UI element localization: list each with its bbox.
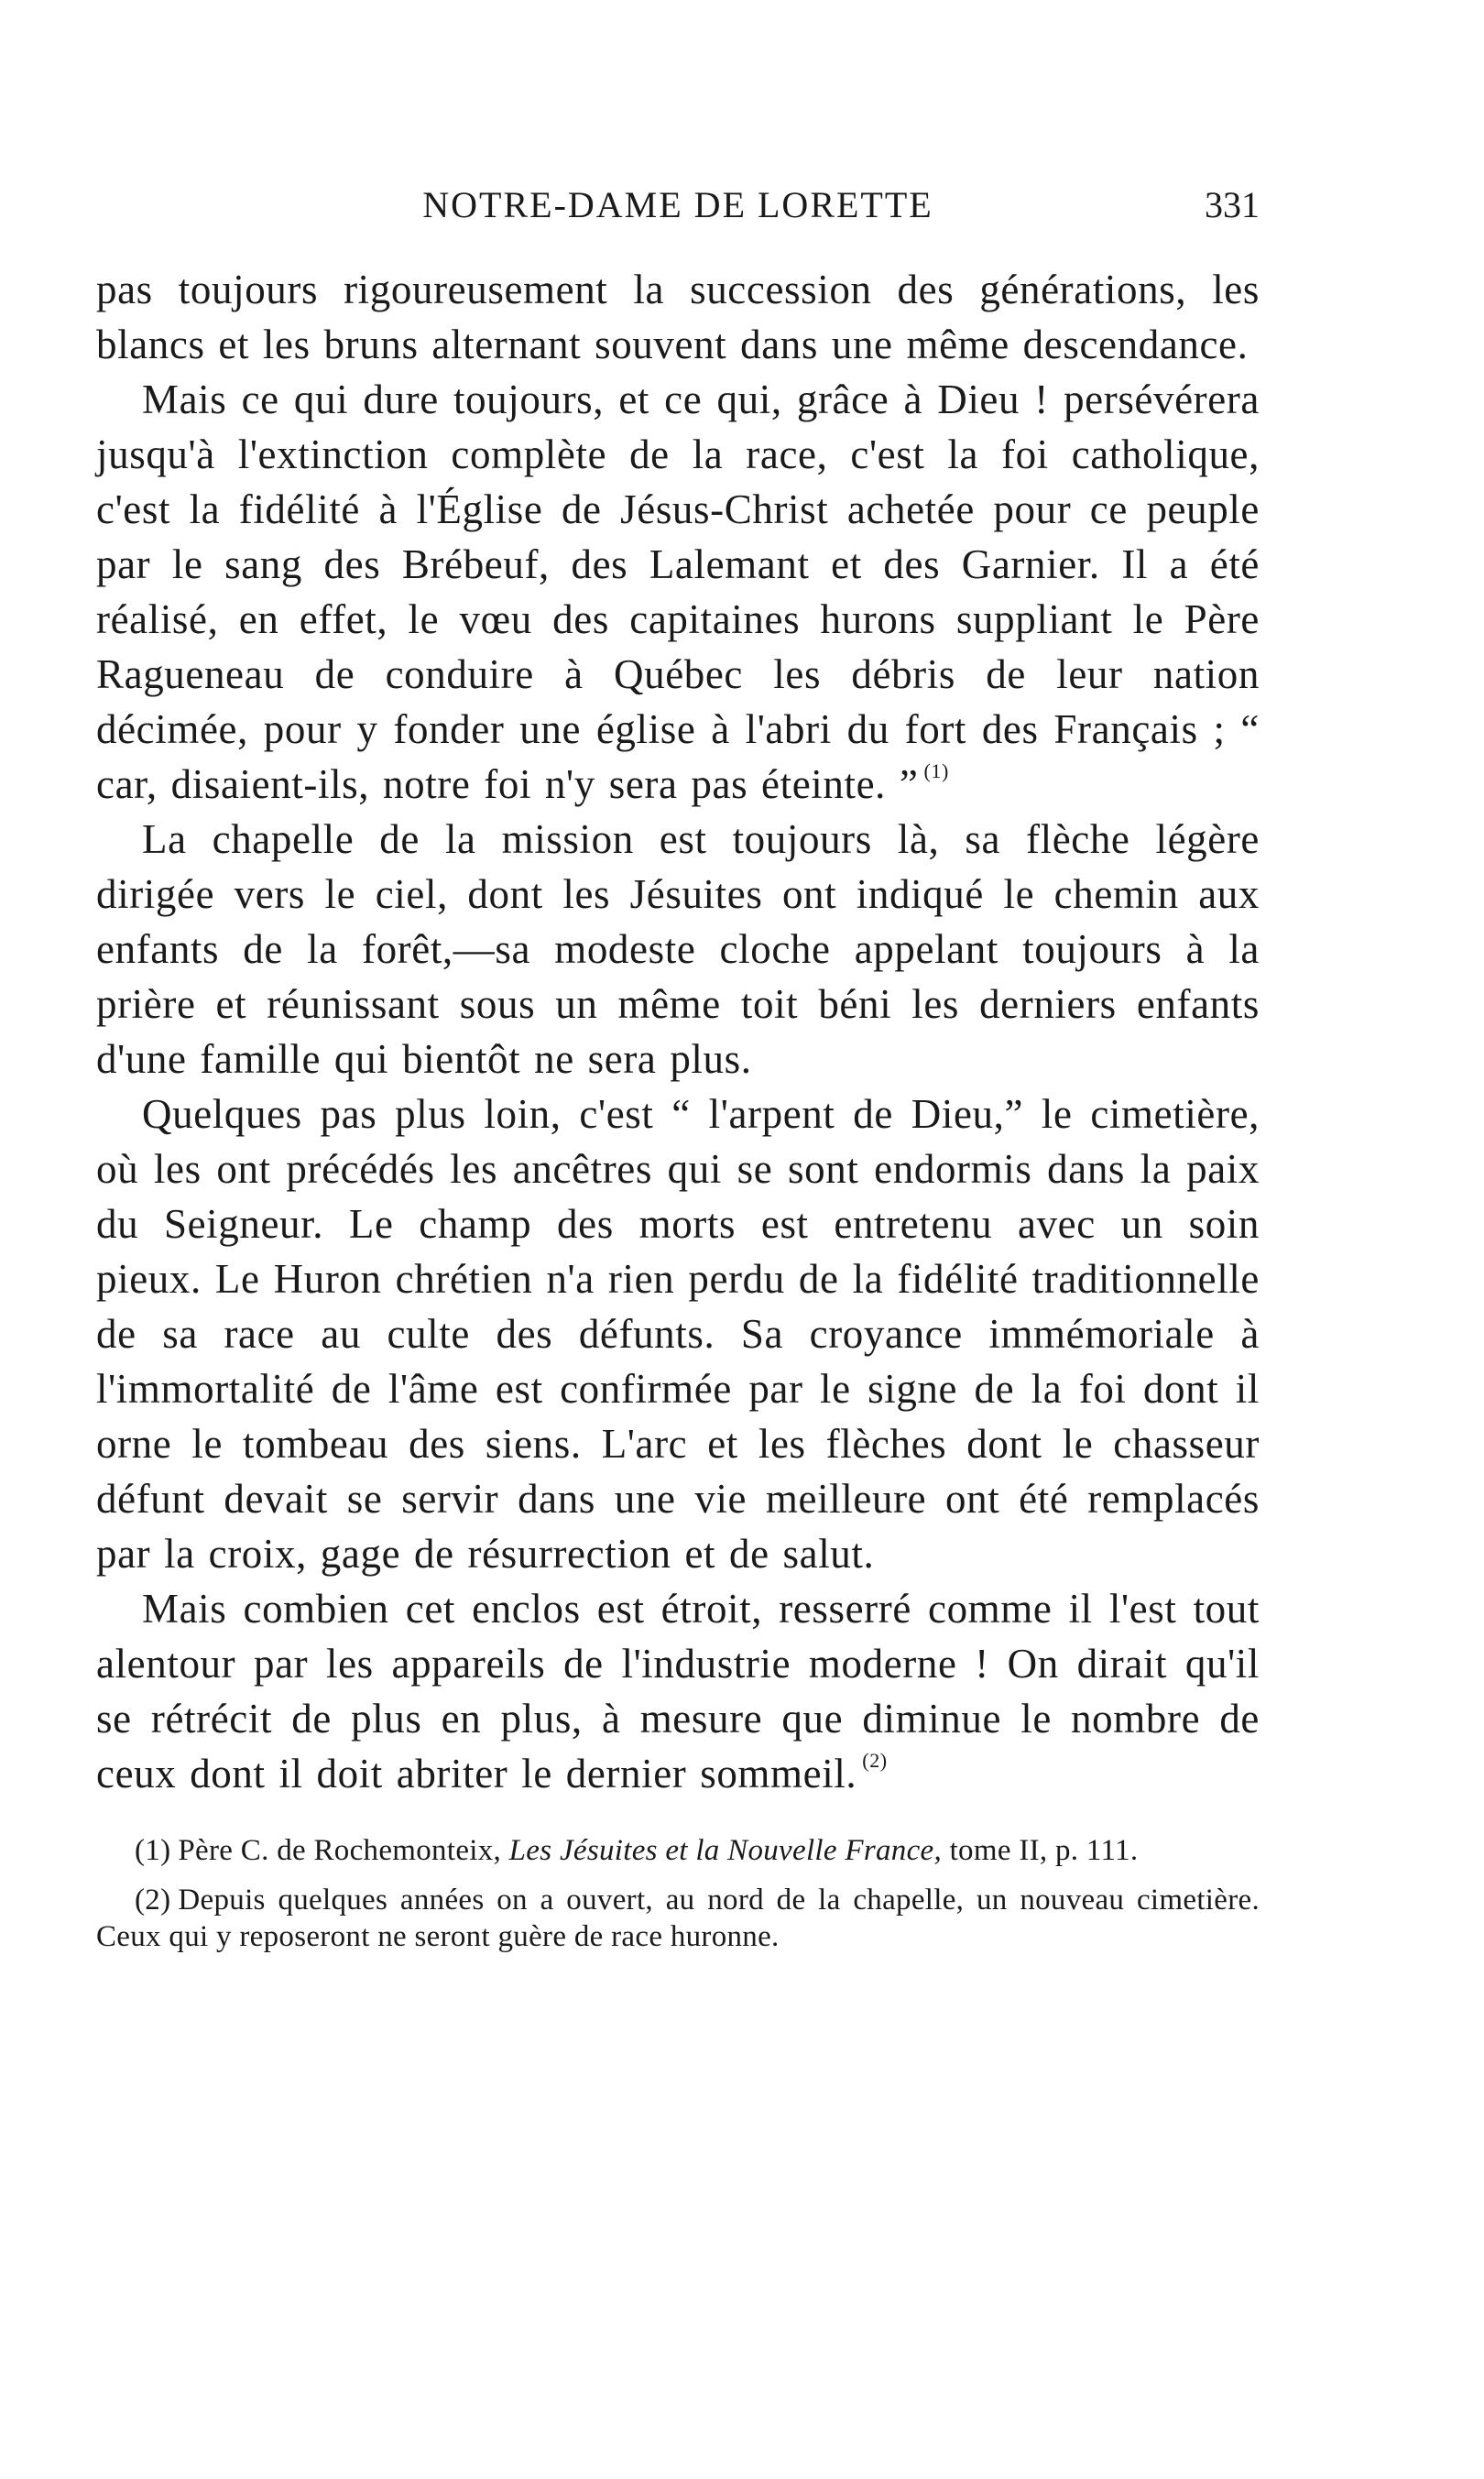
paragraph-text: pas toujours rigoureusement la succession des générations, les blancs et les bruns alternant souvent dans une même descendance. <box>96 267 1260 367</box>
footnote-cited-title: Les Jésuites et la Nouvelle France, <box>508 1834 943 1867</box>
footnote-text: tome II, p. 111. <box>949 1834 1139 1867</box>
running-header <box>96 183 1260 238</box>
book-page <box>96 183 1260 1968</box>
footnote-marker: (1) <box>135 1834 171 1867</box>
page-number: 331 <box>1205 184 1260 225</box>
footnote-text: Père C. de Rochemonteix, <box>178 1834 502 1867</box>
footnote <box>96 1832 1260 1869</box>
paragraph-text: Mais ce qui dure toujours, et ce qui, grâce à Dieu ! persévérera jusqu'à l'extinction complète de la race, c'est la foi catholique, c'est la fidélité à l'Église de Jésus-Christ achetée pour ce peuple par le sang des Brébeuf, des Lalemant et des Garnier. Il a été réalisé, en effet, le vœu des capitaines hurons suppliant le Père Ragueneau de conduire à Québec les débris de leur nation décimée, pour y fonder une église à l'abri du fort des Français ; “ car, disaient-ils, notre foi n'y sera pas éteinte. ” <box>96 377 1260 807</box>
footnote-marker: (2) <box>135 1884 171 1917</box>
paragraph-text: Mais combien cet enclos est étroit, resserré comme il l'est tout alentour par les appareils de l'industrie moderne ! On dirait qu'il se rétrécit de plus en plus, à mesure que diminue le nombre de ceux dont il doit abriter le dernier sommeil. <box>96 1586 1260 1796</box>
footnotes <box>96 1832 1260 1955</box>
paragraph <box>96 812 1260 1087</box>
footnote-text: Depuis quelques années on a ouvert, au nord de la chapelle, un nouveau cimetière. Ceux qui y reposeront ne seront guère de race huronne. <box>96 1884 1260 1953</box>
footnote <box>96 1882 1260 1955</box>
paragraph <box>96 372 1260 812</box>
running-title: NOTRE-DAME DE LORETTE <box>422 184 933 225</box>
paragraph-text: Quelques pas plus loin, c'est “ l'arpent de Dieu,” le cimetière, où les ont précédés les ancêtres qui se sont endormis dans la paix du Seigneur. Le champ des morts est entretenu avec un soin pieux. Le Huron chrétien n'a rien perdu de la fidélité traditionnelle de sa race au culte des défunts. Sa croyance immémoriale à l'immortalité de l'âme est confirmée par le signe de la foi dont il orne le tombeau des siens. L'arc et les flèches dont le chasseur défunt devait se servir dans une vie meilleure ont été remplacés par la croix, gage de résurrection et de salut. <box>96 1091 1260 1577</box>
body-text <box>96 262 1260 1801</box>
paragraph <box>96 262 1260 372</box>
paragraph-text: La chapelle de la mission est toujours là, sa flèche légère dirigée vers le ciel, dont les Jésuites ont indiqué le chemin aux enfants de la forêt,—sa modeste cloche appelant toujours à la prière et réunissant sous un même toit béni les derniers enfants d'une famille qui bientôt ne sera plus. <box>96 816 1260 1082</box>
paragraph <box>96 1087 1260 1581</box>
footnote-reference: (1) <box>923 759 949 782</box>
paragraph <box>96 1581 1260 1801</box>
footnote-reference: (2) <box>862 1749 888 1772</box>
